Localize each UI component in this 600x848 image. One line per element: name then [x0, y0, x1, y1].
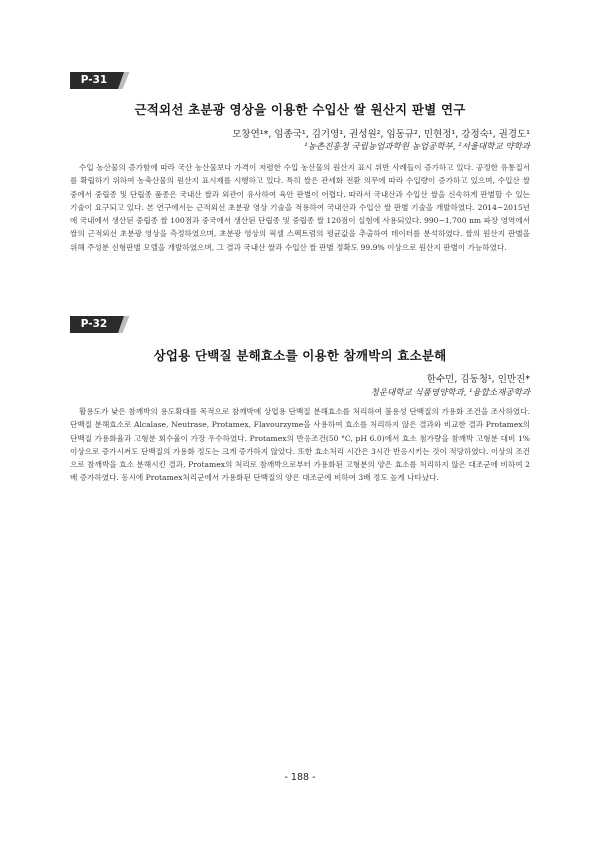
abstract-title: 상업용 단백질 분해효소를 이용한 참깨박의 효소분해 [153, 348, 447, 363]
abstract-body: 수입 농산물의 증가함에 따라 국산 농산물보다 가격이 저렴한 수입 농산물의 원산지 표시 위반 사례들이 증가하고 있다. 공정한 유통질서를 확립하기 위하여 농축산물의 원산지 표시제를 시행하고 있다. 특히 쌀은 관세화 전환 의무에 따라 수입량이 증가하고 있으며, 수입산 쌀 중에서 중립종 및 단립종 품종은 국내산 쌀과 외관이 유사하여 육안 판별이 어렵다. 따라서 국내산과 수입산 쌀을 신속하게 판별할 수 있는 기술이 요구되고 있다. 본 연구에서는 근적외선 초분광 영상 기술을 적용하여 국내산과 수입산 쌀 판별 기술을 개발하였다. 2014~2015년에 국내에서 생산된 중립종 쌀 100점과 중국에서 생산된 단립종 및 중립종 쌀 120점이 실험에 사용되었다. 990~1,700 nm 파장 영역에서 쌀의 근적외선 초분광 영상을 측정하였으며, 초분광 영상의 픽셀 스펙트럼의 평균값을 추출하여 데이터를 분석하였다. 쌀의 원산지 판별을 위해 주성분 선형판별 모델을 개발하였으며, 그 결과 국내산 쌀과 수입산 쌀 판별 정확도 99.9% 이상으로 원산지 판별이 가능하였다. [70, 163, 530, 252]
abstract-body: 활용도가 낮은 참깨박의 용도확대를 목적으로 참깨박에 상업용 단백질 분해효소를 처리하여 불용성 단백질의 가용화 조건을 조사하였다. 단백질 분해효소로 Alcalase, Neutrase, Protamex, Flavourzyme을 사용하여 효소를 처리하지 않은 결과와 비교한 결과 Protamex의 단백질 가용화율과 고형분 회수율이 가장 우수하였다. Protamex의 반응조건(50 °C, pH 6.0)에서 효소 첨가량을 참깨박 고형분 대비 1% 이상으로 증가시켜도 단백질의 가용화 정도는 크게 증가하지 않았다. 또한 효소처리 시간은 3시간 반응시키는 것이 적당하였다. 이상의 조건으로 참깨박을 효소 분해시킨 결과, Protamex의 처리로 참깨박으로부터 가용화된 고형분의 양은 효소를 처리하지 않은 대조군에 비하여 2배 증가하였다. 동시에 Protamex처리군에서 가용화된 단백질의 양은 대조군에 비하여 3배 정도 높게 나타났다. [70, 407, 530, 483]
abstract-title: 근적외선 초분광 영상을 이용한 수입산 쌀 원산지 판별 연구 [134, 102, 466, 117]
abstract-tag: P-32 [70, 316, 118, 333]
abstract-affiliation: ¹농촌진흥청 국립농업과학원 농업공학부, ²서울대학교 약학과 [304, 142, 530, 152]
abstract-tag: P-31 [70, 72, 118, 89]
abstract-affiliation: 청운대학교 식품영양학과, ¹융합소재공학과 [370, 388, 530, 398]
abstract-authors: 한수민, 김동청¹, 인만진* [426, 374, 530, 385]
page-number: - 188 - [284, 772, 316, 783]
abstract-authors: 모창연¹*, 임종국¹, 김기영¹, 권성원², 임동규², 민현정¹, 강정숙¹, 권경도¹ [232, 129, 530, 140]
